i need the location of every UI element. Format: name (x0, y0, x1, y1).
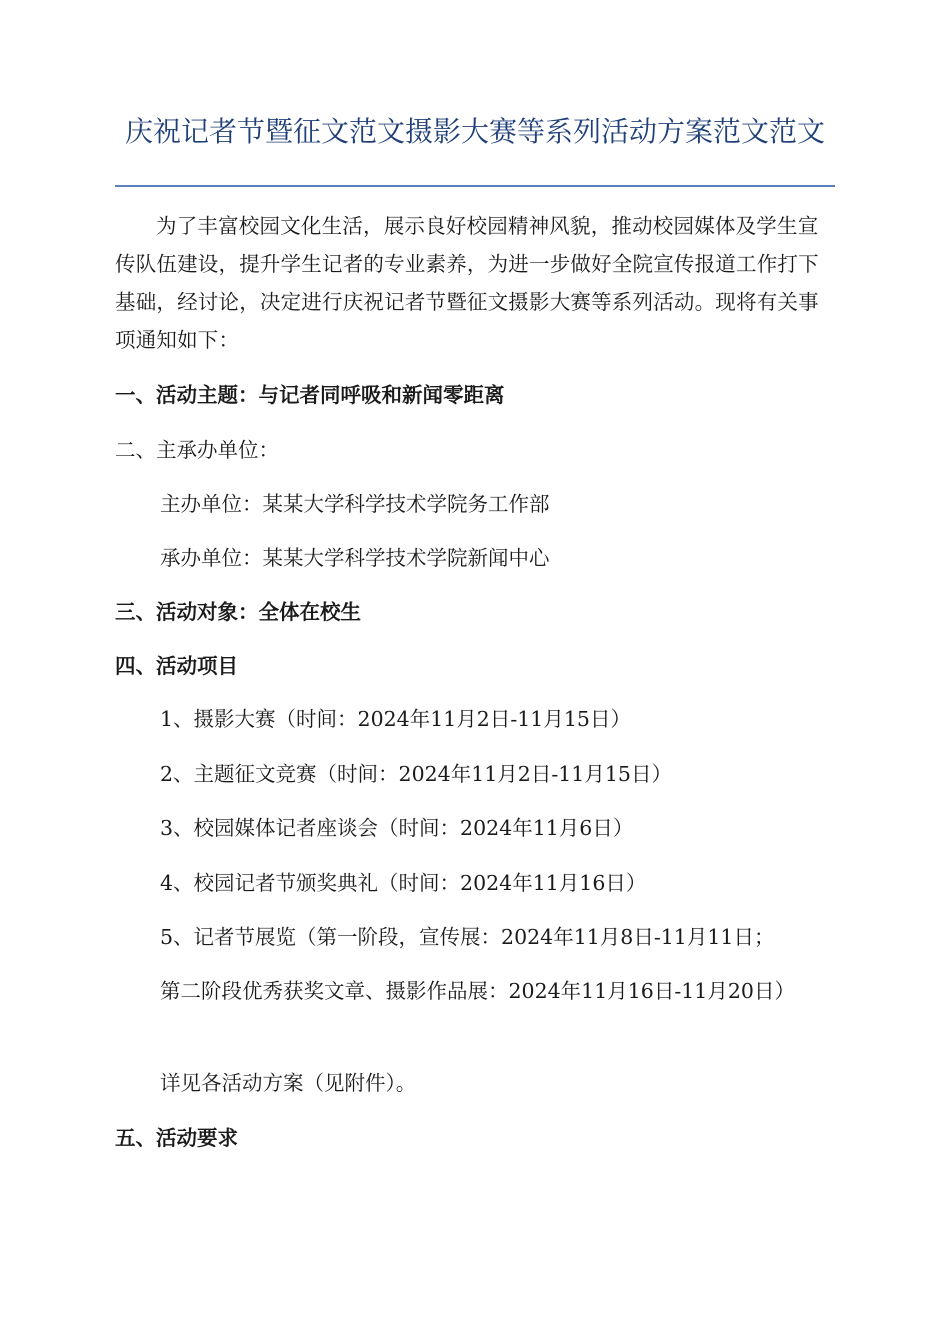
section-1-heading: 一、活动主题：与记者同呼吸和新闻零距离 (115, 383, 505, 407)
exhibition-stage-2: 第二阶段优秀获奖文章、摄影作品展：2024年11月16日-11月20日） (160, 979, 795, 1003)
section-2-heading: 二、主承办单位： (115, 438, 279, 462)
section-5-heading: 五、活动要求 (115, 1126, 238, 1150)
organizer-unit: 承办单位：某某大学科学技术学院新闻中心 (160, 546, 550, 570)
host-unit: 主办单位：某某大学科学技术学院务工作部 (160, 492, 550, 516)
activity-item: 3、校园媒体记者座谈会（时间：2024年11月6日） (160, 816, 634, 840)
activity-item: 1、摄影大赛（时间：2024年11月2日-11月15日） (160, 707, 631, 731)
intro-paragraph: 为了丰富校园文化生活，展示良好校园精神风貌，推动校园媒体及学生宣传队伍建设，提升学生记者的专业素养，为进一步做好全院宣传报道工作打下基础，经讨论，决定进行庆祝记者节暨征文摄影大赛等系列活动。现将有关事项通知如下： (115, 214, 819, 352)
section-3-heading: 三、活动对象：全体在校生 (115, 600, 361, 624)
title-underline (115, 185, 835, 187)
activity-item: 4、校园记者节颁奖典礼（时间：2024年11月16日） (160, 871, 647, 895)
activity-item: 2、主题征文竞赛（时间：2024年11月2日-11月15日） (160, 762, 672, 786)
details-note: 详见各活动方案（见附件）。 (160, 1071, 417, 1095)
activity-item: 5、记者节展览（第一阶段，宣传展：2024年11月8日-11月11日； (160, 925, 775, 949)
section-4-heading: 四、活动项目 (115, 654, 238, 678)
document-title: 庆祝记者节暨征文范文摄影大赛等系列活动方案范文范文 (124, 115, 825, 148)
